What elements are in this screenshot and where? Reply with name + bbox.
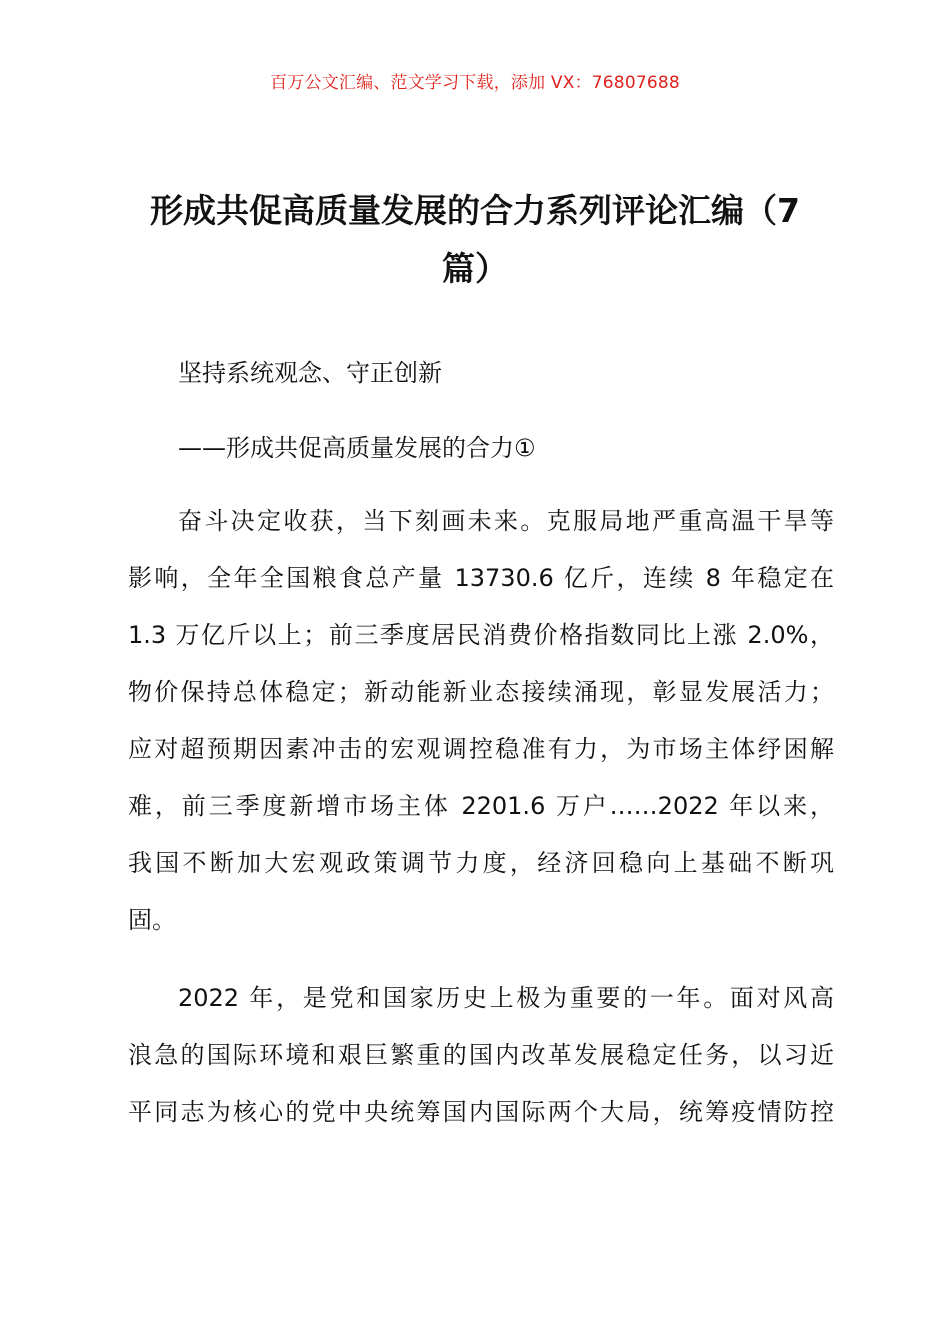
body-paragraph-2 [128, 983, 834, 1154]
paragraph-line: 物价保持总体稳定；新动能新业态接续涌现，彰显发展活力； [128, 678, 834, 706]
paragraph-line: 1.3 万亿斤以上；前三季度居民消费价格指数同比上涨 2.0%， [128, 621, 834, 649]
paragraph-line: 难，前三季度新增市场主体 2201.6 万户……2022 年以来， [128, 792, 834, 820]
body-paragraph-1 [128, 506, 834, 962]
paragraph-line: 我国不断加大宏观政策调节力度，经济回稳向上基础不断巩 [128, 849, 834, 877]
paragraph-line: 2022 年，是党和国家历史上极为重要的一年。面对风高 [178, 984, 834, 1012]
document-title [120, 182, 830, 298]
paragraph-line: 奋斗决定收获，当下刻画未来。克服局地严重高温干旱等 [178, 507, 834, 535]
section-heading: 坚持系统观念、守正创新 [178, 359, 442, 387]
paragraph-line: 浪急的国际环境和艰巨繁重的国内改革发展稳定任务，以习近 [128, 1041, 834, 1069]
paragraph-line: 平同志为核心的党中央统筹国内国际两个大局，统筹疫情防控 [128, 1098, 834, 1126]
section-subheading: ——形成共促高质量发展的合力① [178, 434, 536, 462]
paragraph-line: 应对超预期因素冲击的宏观调控稳准有力，为市场主体纾困解 [128, 735, 834, 763]
document-title-line-1: 形成共促高质量发展的合力系列评论汇编（7 [150, 191, 800, 230]
paragraph-line: 影响，全年全国粮食总产量 13730.6 亿斤，连续 8 年稳定在 [128, 564, 834, 592]
paragraph-line: 固。 [128, 906, 176, 934]
document-title-line-2: 篇） [442, 249, 508, 288]
header-watermark-note: 百万公文汇编、范文学习下载，添加 VX：76807688 [270, 73, 680, 93]
